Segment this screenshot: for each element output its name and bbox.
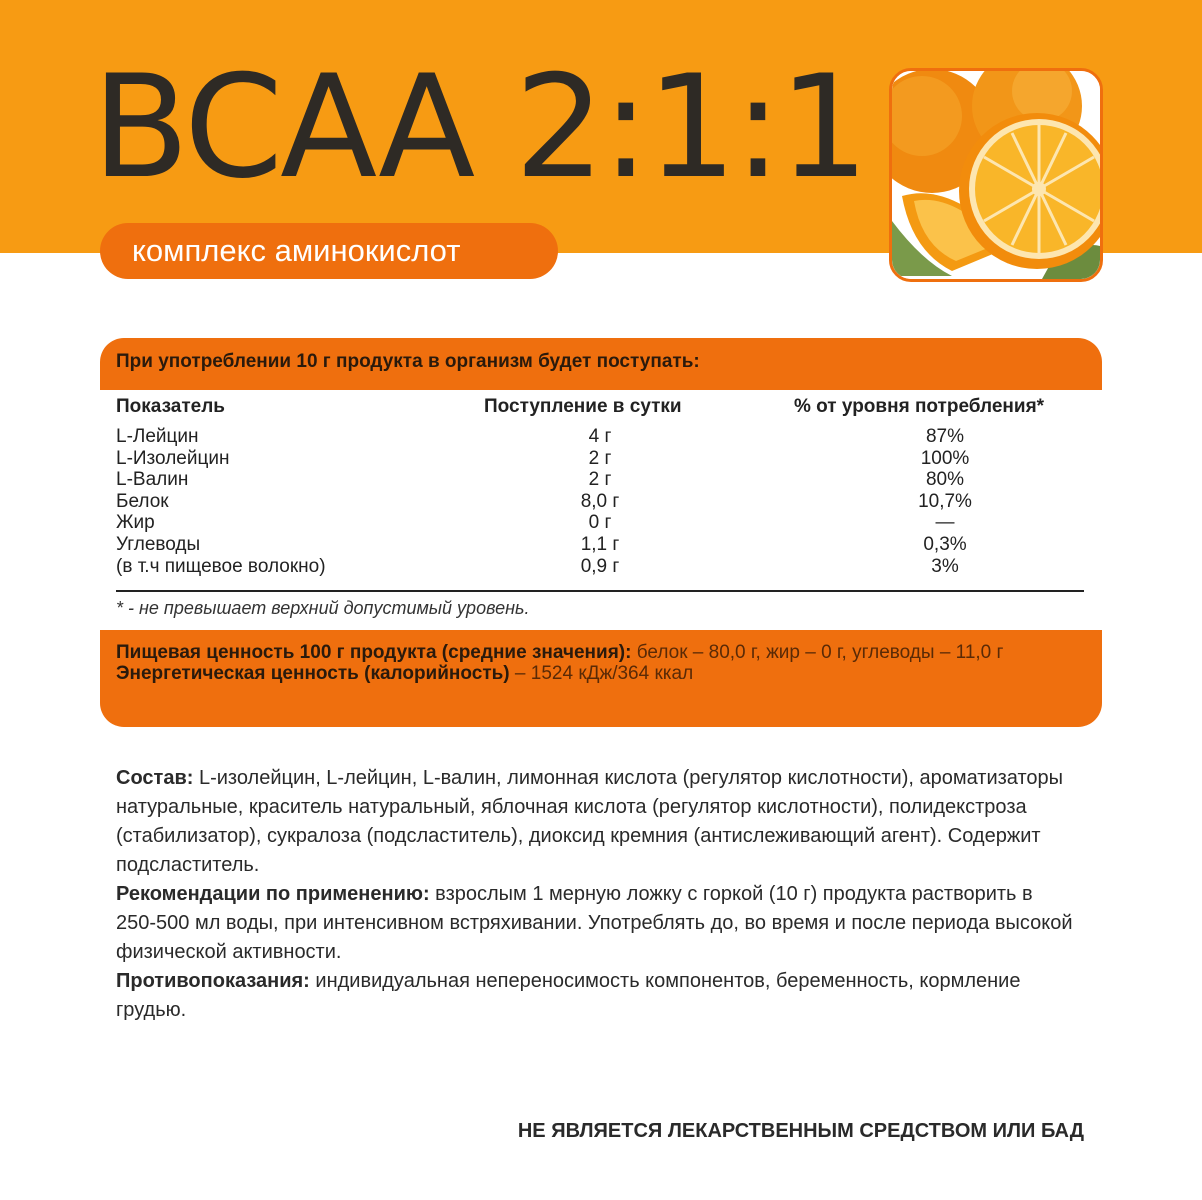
row-name: Белок	[116, 490, 169, 512]
row-name: (в т.ч пищевое волокно)	[116, 555, 326, 577]
row-amount: 4 г	[588, 426, 612, 447]
nutrition-heading: При употреблении 10 г продукта в организм будет поступать:	[116, 351, 700, 372]
column-header-name: Показатель	[116, 396, 225, 417]
ingredients-label: Состав:	[116, 767, 194, 789]
row-percent: 10,7%	[918, 490, 972, 512]
row-percent: 3%	[931, 555, 959, 577]
energy-value-text: – 1524 кДж/364 ккал	[514, 663, 694, 684]
column-header-percent: % от уровня потребления*	[794, 396, 1045, 417]
row-percent: 0,3%	[923, 533, 967, 555]
row-name: L-Лейцин	[116, 426, 199, 447]
energy-value-label: Энергетическая ценность (калорийность)	[116, 663, 510, 684]
table-row	[100, 512, 1102, 534]
table-row	[100, 469, 1102, 491]
row-name: L-Валин	[116, 469, 189, 491]
table-row	[100, 448, 1102, 470]
subtitle-badge: комплекс аминокислот	[100, 223, 558, 279]
table-row	[100, 426, 1102, 448]
composition-section	[116, 764, 1076, 1025]
row-name: Жир	[116, 512, 155, 534]
contraindications-label: Противопоказания:	[116, 970, 310, 992]
footnote: * - не превышает верхний допустимый уровень.	[116, 598, 530, 618]
nutrition-rows	[100, 426, 1102, 577]
row-amount: 1,1 г	[580, 533, 620, 555]
product-title: BCAA 2:1:1	[92, 45, 867, 210]
usage-label: Рекомендации по применению:	[116, 883, 430, 905]
contraindications-text: индивидуальная непереносимость компонентов, беременность, кормление грудью.	[116, 970, 1021, 1021]
usage-text: взрослым 1 мерную ложку с горкой (10 г) продукта растворить в 250-500 мл воды, при интенсивном встряхивании. Употреблять до, во время и после периода высокой физической активности.	[116, 883, 1073, 963]
row-amount: 0 г	[588, 512, 612, 534]
table-row	[100, 534, 1102, 556]
row-name: Углеводы	[116, 533, 201, 555]
row-percent: 100%	[920, 447, 970, 469]
nutrition-card	[100, 338, 1102, 727]
row-percent: —	[935, 512, 955, 534]
row-amount: 2 г	[588, 447, 612, 469]
column-header-amount: Поступление в сутки	[484, 396, 682, 417]
nutritional-value	[116, 642, 1016, 684]
row-name: L-Изолейцин	[116, 447, 230, 469]
row-percent: 87%	[925, 426, 965, 447]
ingredients-text: L-изолейцин, L-лейцин, L-валин, лимонная кислота (регулятор кислотности), ароматизаторы натуральные, краситель натуральный, яблочная кислота (регулятор кислотности), полидекстроза (стабилизатор), сукралоза (подсластитель), диоксид кремния (антислеживающий агент). Содержит подсластитель.	[116, 767, 1064, 876]
disclaimer: НЕ ЯВЛЯЕТСЯ ЛЕКАРСТВЕННЫМ СРЕДСТВОМ ИЛИ БАД	[517, 1120, 1084, 1142]
table-row	[100, 491, 1102, 513]
table-divider	[116, 590, 1084, 592]
nutritional-value-label: Пищевая ценность 100 г продукта (средние значения):	[116, 642, 632, 663]
row-amount: 8,0 г	[580, 490, 620, 512]
row-percent: 80%	[925, 469, 965, 491]
table-row	[100, 556, 1102, 578]
row-amount: 2 г	[588, 469, 612, 491]
nutritional-value-text: белок – 80,0 г, жир – 0 г, углеводы – 11,0 г	[636, 642, 1004, 663]
orange-fruit-icon	[889, 68, 1103, 282]
row-amount: 0,9 г	[580, 555, 620, 577]
